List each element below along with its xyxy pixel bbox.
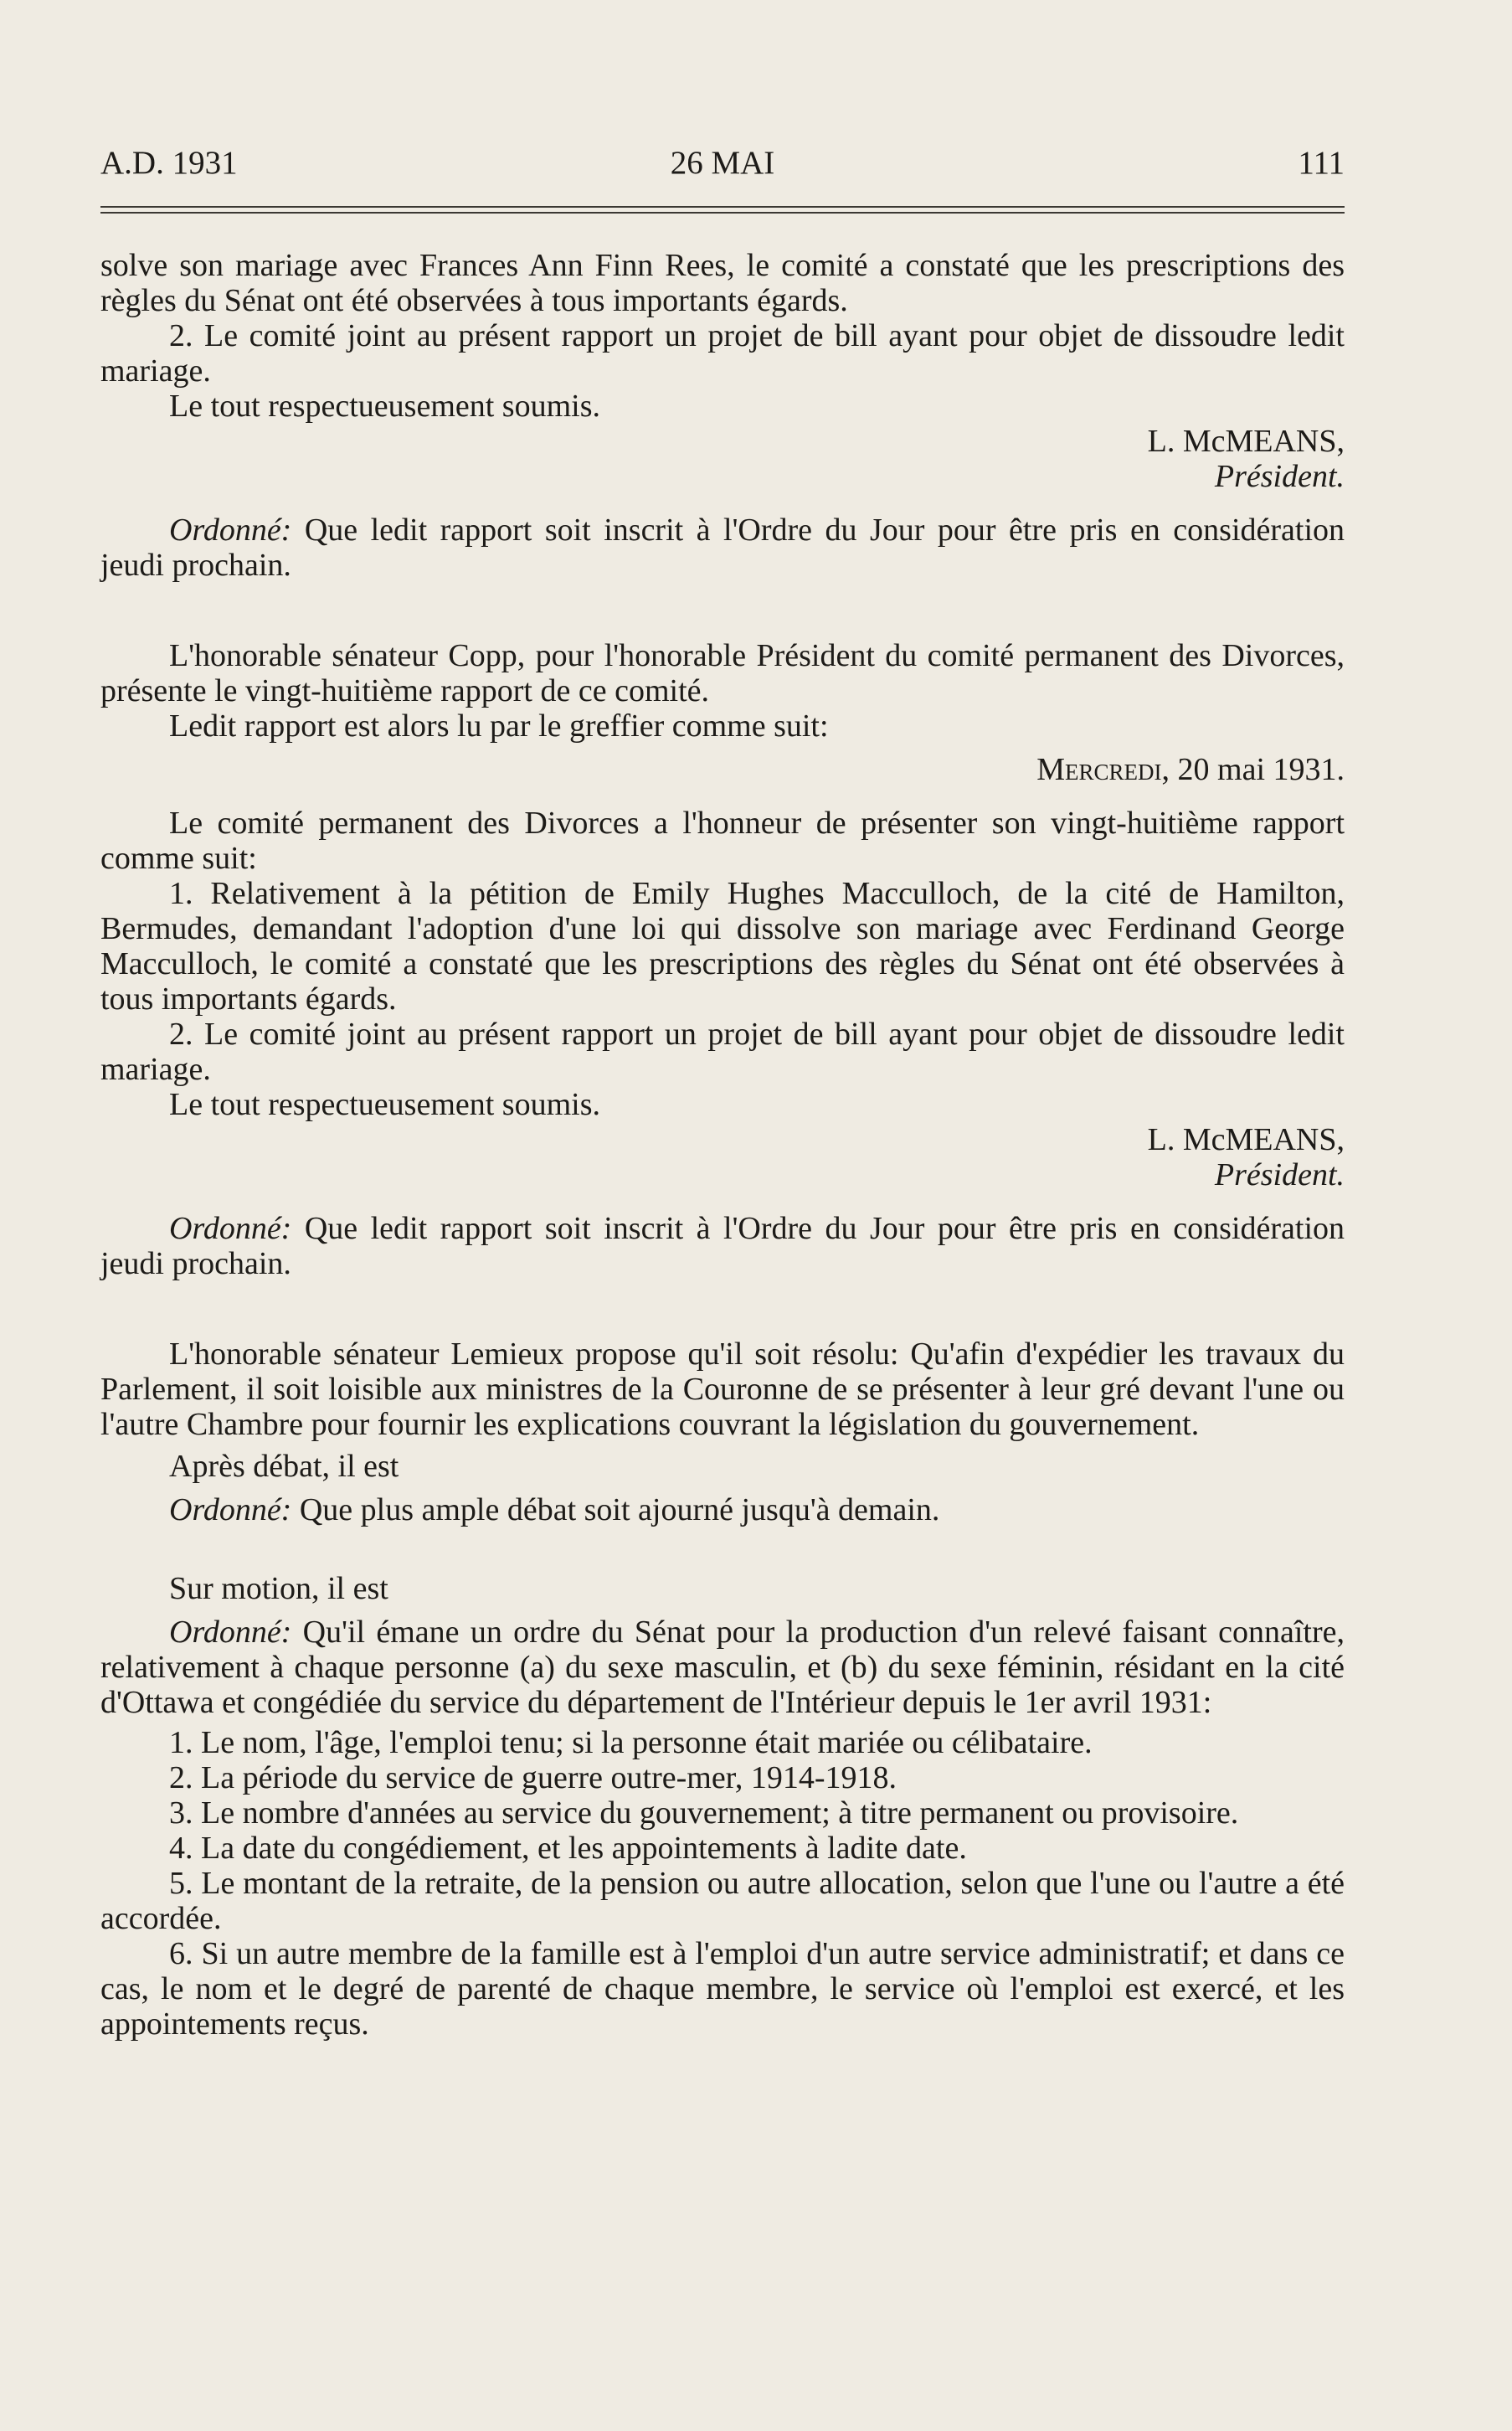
paragraph: L'honorable sénateur Lemieux propose qu'il soit résolu: Qu'afin d'expédier les travaux du Parlement, il soit loisible aux ministres de la Couronne de se présenter à leur gré devant l'une ou l'autre Chambre pour fournir les explications couvrant la législation du gouvernement. <box>100 1337 1345 1442</box>
order-label: Ordonné: <box>169 512 292 548</box>
paragraph: Ledit rapport est alors lu par le greffier comme suit: <box>169 708 829 744</box>
order-text: Que ledit rapport soit inscrit à l'Ordre du Jour pour être pris en considération jeudi prochain. <box>100 1211 1345 1281</box>
list-item: 2. La période du service de guerre outre-mer, 1914-1918. <box>169 1760 897 1795</box>
order-paragraph <box>100 1211 1345 1281</box>
paragraph: 2. Le comité joint au présent rapport un projet de bill ayant pour objet de dissoudre ledit mariage. <box>100 1017 1345 1087</box>
order-paragraph <box>100 1492 1345 1527</box>
paragraph: Sur motion, il est <box>169 1571 388 1606</box>
paragraph: Après débat, il est <box>169 1449 399 1484</box>
signature-name: L. McMEANS, <box>1147 424 1345 459</box>
lemieux-motion <box>100 1337 1345 1527</box>
list-item: 4. La date du congédiement, et les appointements à ladite date. <box>169 1831 967 1866</box>
return-order <box>100 1571 1345 2042</box>
list-item: 5. Le montant de la retraite, de la pension ou autre allocation, selon que l'une ou l'autre a été accordée. <box>100 1866 1345 1936</box>
paragraph: 2. Le comité joint au présent rapport un projet de bill ayant pour objet de dissoudre ledit mariage. <box>100 318 1345 389</box>
paragraph: Le tout respectueusement soumis. <box>169 389 600 424</box>
order-text: Que plus ample débat soit ajourné jusqu'à demain. <box>299 1492 940 1527</box>
order-label: Ordonné: <box>169 1615 292 1650</box>
header-page-number: 111 <box>1298 145 1345 181</box>
signature-title: Président. <box>1214 1157 1345 1192</box>
list-item: 6. Si un autre membre de la famille est à l'emploi d'un autre service administratif; et dans ce cas, le nom et le degré de parenté de chaque membre, le service où l'emploi est exercé, et les appointements reçus. <box>100 1936 1345 2042</box>
order-label: Ordonné: <box>169 1211 292 1246</box>
order-paragraph <box>100 1615 1345 1720</box>
order-paragraph <box>100 512 1345 583</box>
order-text: Qu'il émane un ordre du Sénat pour la production d'un relevé faisant connaître, relativement à chaque personne (a) du sexe masculin, et (b) du sexe féminin, résidant en la cité d'Ottawa et congédiée du service du département de l'Intérieur depuis le 1er avril 1931: <box>100 1615 1345 1720</box>
paragraph: 1. Relativement à la pétition de Emily Hughes Macculloch, de la cité de Hamilton, Bermudes, demandant l'adoption d'une loi qui dissolve son mariage avec Ferdinand George Macculloch, le comité a constaté que les prescriptions des règles du Sénat ont été observées à tous importants égards. <box>100 876 1345 1017</box>
paragraph: Le tout respectueusement soumis. <box>169 1087 600 1122</box>
header-rule-top <box>100 206 1345 208</box>
header-rule-bottom <box>100 212 1345 214</box>
signature-title: Président. <box>1214 459 1345 494</box>
list-item: 1. Le nom, l'âge, l'emploi tenu; si la personne était mariée ou célibataire. <box>169 1725 1093 1760</box>
report-date-day: Mercredi, <box>1036 752 1170 787</box>
order-text: Que ledit rapport soit inscrit à l'Ordre du Jour pour être pris en considération jeudi prochain. <box>100 512 1345 583</box>
paragraph: L'honorable sénateur Copp, pour l'honorable Président du comité permanent des Divorces, présente le vingt-huitième rapport de ce comité. <box>100 638 1345 708</box>
header-date: 26 MAI <box>670 145 775 181</box>
signature-name: L. McMEANS, <box>1147 1122 1345 1157</box>
paragraph: Le comité permanent des Divorces a l'honneur de présenter son vingt-huitième rapport comme suit: <box>100 806 1345 876</box>
page-body <box>100 248 1345 2042</box>
header-year: A.D. 1931 <box>100 145 238 181</box>
order-label: Ordonné: <box>169 1492 292 1527</box>
report-date-rest: 20 mai 1931. <box>1170 752 1345 787</box>
report-continuation <box>100 248 1345 583</box>
paragraph: solve son mariage avec Frances Ann Finn Rees, le comité a constaté que les prescriptions des règles du Sénat ont été observées à tous importants égards. <box>100 248 1345 318</box>
list-item: 3. Le nombre d'années au service du gouvernement; à titre permanent ou provisoire. <box>169 1795 1239 1831</box>
page-header <box>100 144 1345 186</box>
twenty-eighth-report <box>100 638 1345 1281</box>
report-date <box>100 752 1345 787</box>
